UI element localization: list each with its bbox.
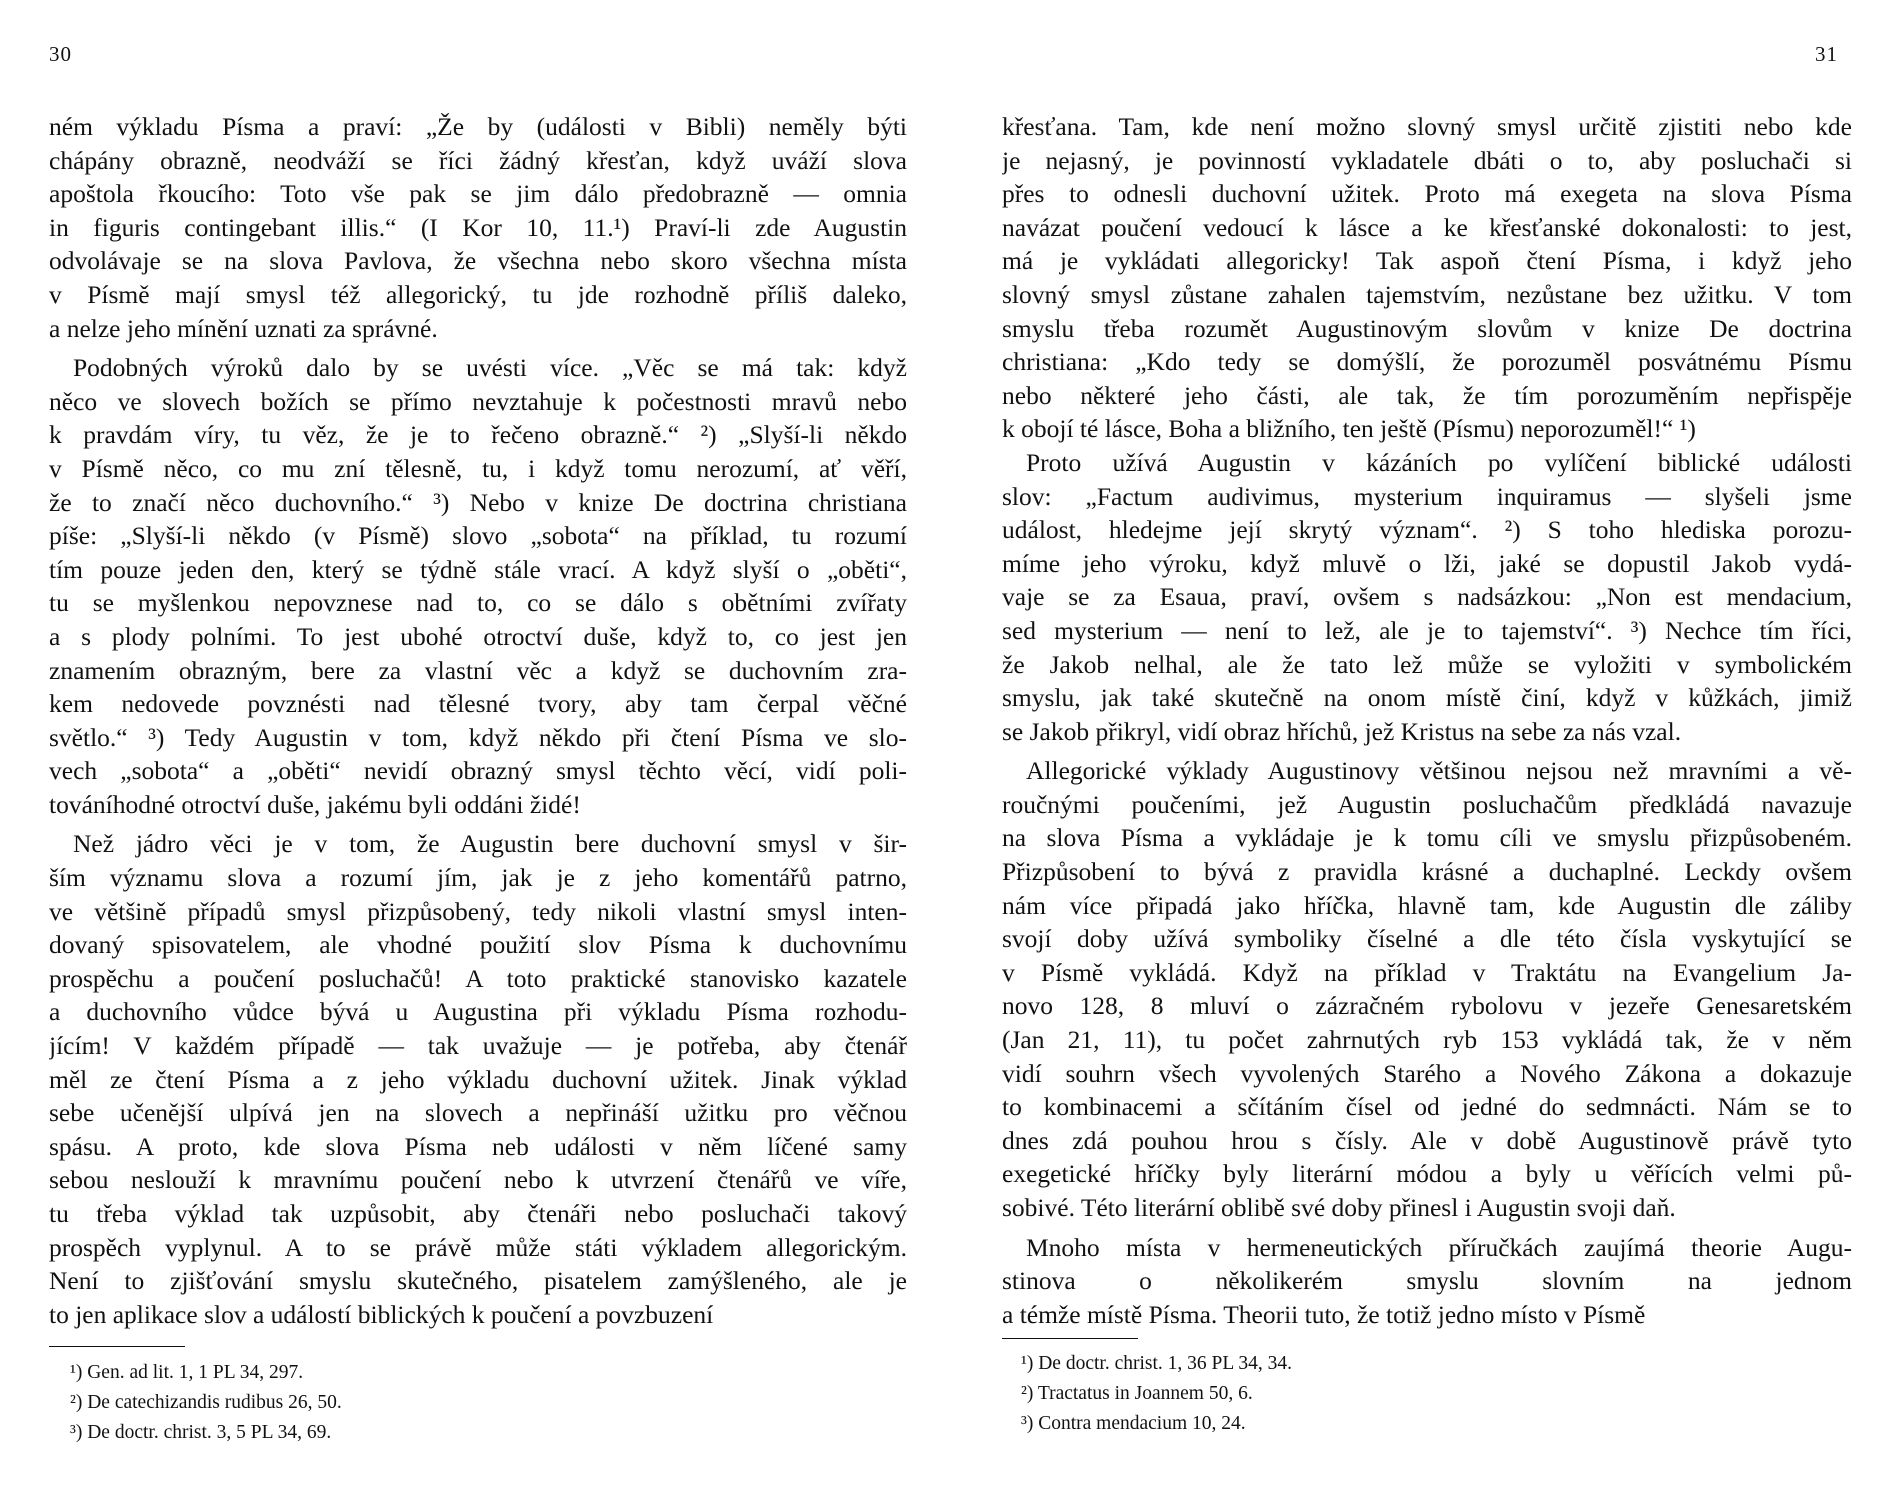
text-line: v Písmě vykládá. Když na příklad v Traktátu na Evangelium Ja-	[1002, 957, 1852, 987]
text-line: Proto užívá Augustin v kázáních po vylíčení biblické události	[1026, 447, 1852, 477]
text-line: exegetické hříčky byly literární módou a byly u věřících velmi pů-	[1002, 1159, 1852, 1189]
text-line: dovaný spisovatelem, ale vhodné použití slov Písma k duchovnímu	[49, 930, 907, 960]
text-line: vidí souhrn všech vyvolených Starého a Nového Zákona a dokazuje	[1002, 1058, 1852, 1088]
text-line: k obojí té lásce, Boha a bližního, ten ještě (Písmu) neporozuměl!“ ¹)	[1002, 414, 1696, 444]
text-line: továníhodné otroctví duše, jakému byli oddáni židé!	[49, 789, 581, 819]
text-line: že Jakob nelhal, ale že tato lež může se vyložiti v symbolickém	[1002, 649, 1852, 679]
text-line: stinova o několikerém smyslu slovním na jednom	[1002, 1266, 1852, 1296]
text-line: nám více připadá jako hříčka, hlavně tam, kde Augustin dle záliby	[1002, 890, 1852, 920]
footnote-rule	[49, 1346, 185, 1347]
text-line: slovný smysl zůstane zahalen tajemstvím, nezůstane bez užitku. V tom	[1002, 279, 1852, 309]
text-line: slov: „Factum audivimus, mysterium inquiramus — slyšeli jsme	[1002, 481, 1852, 511]
text-line: má je vykládati allegoricky! Tak aspoň čtení Písma, i když jeho	[1002, 246, 1852, 276]
footnote: ³) De doctr. christ. 3, 5 PL 34, 69.	[70, 1422, 332, 1443]
footnote: ¹) De doctr. christ. 1, 36 PL 34, 34.	[1021, 1353, 1293, 1374]
text-line: a témže místě Písma. Theorii tuto, že totiž jedno místo v Písmě	[1002, 1299, 1646, 1329]
text-line: Podobných výroků dalo by se uvésti více. „Věc se má tak: když	[73, 353, 907, 383]
text-line: jícím! V každém případě — tak uvažuje — je potřeba, aby čtenář	[49, 1031, 907, 1061]
text-line: píše: „Slyší-li někdo (v Písmě) slovo „sobota“ na příklad, tu rozumí	[49, 521, 907, 551]
text-line: nebo některé jeho části, ale tak, že tím porozuměním nepřispěje	[1002, 380, 1852, 410]
text-line: je nejasný, je povinností vykladatele dbáti o to, aby posluchači si	[1002, 145, 1852, 175]
text-line: a duchovního vůdce bývá u Augustina při výkladu Písma rozhodu-	[49, 997, 907, 1027]
text-line: (Jan 21, 11), tu počet zahrnutých ryb 153 vykládá tak, že v něm	[1002, 1025, 1852, 1055]
footnotes	[1021, 1349, 1292, 1439]
text-line: svojí doby užívá symboliky číselné a dle této čísla vyskytující se	[1002, 924, 1852, 954]
text-line: smyslu, jak také skutečně na onom místě činí, když v kůžkách, jimiž	[1002, 683, 1852, 713]
body-text	[1002, 110, 1852, 1331]
text-line: Přizpůsobení to bývá z pravidla krásné a duchaplné. Leckdy ovšem	[1002, 857, 1852, 887]
footnote: ³) Contra mendacium 10, 24.	[1021, 1413, 1246, 1434]
text-line: chápány obrazně, neodváží se říci žádný křesťan, když uváží slova	[49, 145, 907, 175]
text-line: Není to zjišťování smyslu skutečného, pisatelem zamýšleného, ale je	[49, 1266, 907, 1296]
text-line: že to značí něco duchovního.“ ³) Nebo v knize De doctrina christiana	[49, 487, 907, 517]
text-line: tu se myšlenkou nepovznese nad to, co se dálo s obětními zvířaty	[49, 588, 907, 618]
text-line: smyslu třeba rozumět Augustinovým slovům v knize De doctrina	[1002, 313, 1852, 343]
text-line: na slova Písma a vykládaje je k tomu cíli ve smyslu přizpůsobeném.	[1002, 823, 1852, 853]
text-line: tím pouze jeden den, který se týdně stále vrací. A když slyší o „oběti“,	[49, 554, 907, 584]
text-line: prospěchu a poučení posluchačů! A toto praktické stanovisko kazatele	[49, 963, 907, 993]
text-line: ve většině případů smysl přizpůsobený, tedy nikoli vlastní smysl inten-	[49, 896, 907, 926]
text-line: spásu. A proto, kde slova Písma neb události v něm líčené samy	[49, 1131, 907, 1161]
text-line: událost, hledejme její skrytý význam“. ²) S toho hlediska porozu-	[1002, 515, 1852, 545]
text-line: odvolávaje se na slova Pavlova, že všechna nebo skoro všechna místa	[49, 246, 907, 276]
page-number: 31	[1815, 42, 1838, 66]
text-line: vaje se za Esaua, praví, ovšem s nadsázkou: „Non est mendacium,	[1002, 582, 1852, 612]
page-number: 30	[49, 42, 72, 66]
text-line: světlo.“ ³) Tedy Augustin v tom, když někdo při čtení Písma ve slo-	[49, 722, 907, 752]
footnote-rule	[1002, 1338, 1138, 1339]
text-line: Mnoho místa v hermeneutických příručkách zaujímá theorie Augu-	[1026, 1232, 1852, 1262]
text-line: Allegorické výklady Augustinovy většinou nejsou než mravními a vě-	[1026, 756, 1852, 786]
footnote: ¹) Gen. ad lit. 1, 1 PL 34, 297.	[70, 1362, 304, 1383]
text-line: křesťana. Tam, kde není možno slovný smysl určitě zjistiti nebo kde	[1002, 112, 1852, 141]
text-line: Než jádro věci je v tom, že Augustin bere duchovní smysl v šir-	[73, 829, 907, 859]
text-line: christiana: „Kdo tedy se domýšlí, že porozuměl posvátnému Písmu	[1002, 347, 1852, 377]
text-line: sebe učenější ulpívá jen na slovech a nepřináší užitku pro věčnou	[49, 1098, 907, 1128]
text-line: kem nedovede povznésti nad tělesné tvory, aby tam čerpal věčné	[49, 689, 907, 719]
text-line: v Písmě něco, co mu zní tělesně, tu, i když tomu nerozumí, ať věří,	[49, 453, 907, 483]
text-line: k pravdám víry, tu věz, že je to řečeno obrazně.“ ²) „Slyší-li někdo	[49, 420, 907, 450]
text-line: apoštola řkoucího: Toto vše pak se jim dálo předobrazně — omnia	[49, 179, 907, 209]
text-line: vech „sobota“ a „oběti“ nevidí obrazný smysl těchto věcí, vidí poli-	[49, 756, 907, 786]
body-text	[49, 110, 907, 1331]
right-page	[946, 0, 1892, 1500]
text-line: a s plody polními. To jest ubohé otroctví duše, když to, co jest jen	[49, 621, 907, 651]
text-line: přes to odnesli duchovní užitek. Proto má exegeta na slova Písma	[1002, 179, 1852, 209]
text-line: ším významu slova a rozumí jím, jak je z jeho komentářů patrno,	[49, 863, 907, 893]
footnote: ²) Tractatus in Joannem 50, 6.	[1021, 1383, 1253, 1404]
text-line: novo 128, 8 mluví o zázračném rybolovu v jezeře Genesaretském	[1002, 991, 1852, 1021]
text-line: tu třeba výklad tak uzpůsobit, aby čtenáři nebo posluchači takový	[49, 1199, 907, 1228]
text-line: míme jeho výroku, když mluvě o lži, jaké se dopustil Jakob vydá-	[1002, 548, 1852, 578]
text-line: in figuris contingebant illis.“ (I Kor 10, 11.¹) Praví-li zde Augustin	[49, 212, 907, 242]
text-line: roučnými poučeními, jež Augustin posluchačům předkládá navazuje	[1002, 789, 1852, 819]
text-line: to kombinacemi a sčítáním čísel od jedné do sedmnácti. Nám se to	[1002, 1092, 1852, 1122]
text-line: prospěch vyplynul. A to se právě může státi výkladem allegorickým.	[49, 1232, 907, 1262]
footnote: ²) De catechizandis rudibus 26, 50.	[70, 1392, 342, 1413]
text-line: a nelze jeho mínění uznati za správné.	[49, 313, 438, 343]
text-line: ném výkladu Písma a praví: „Že by (události v Bibli) neměly býti	[49, 112, 907, 141]
text-line: dnes zdá pouhou hrou s čísly. Ale v době Augustinově právě tyto	[1002, 1125, 1852, 1155]
text-line: sebou neslouží k mravnímu poučení nebo k utvrzení čtenářů ve víře,	[49, 1165, 907, 1195]
text-line: sobivé. Této literární oblibě své doby přinesl i Augustin svoji daň.	[1002, 1193, 1676, 1222]
footnotes	[70, 1358, 342, 1448]
text-line: sed mysterium — není to lež, ale je to tajemství“. ³) Nechce tím říci,	[1002, 615, 1852, 645]
text-line: měl ze čtení Písma a z jeho výkladu duchovní užitek. Jinak výklad	[49, 1064, 907, 1094]
text-line: v Písmě mají smysl též allegorický, tu jde rozhodně příliš daleko,	[49, 279, 907, 309]
text-line: to jen aplikace slov a událostí biblických k poučení a povzbuzení	[49, 1299, 714, 1329]
text-line: navázat poučení vedoucí k lásce a ke křesťanské dokonalosti: to jest,	[1002, 212, 1852, 242]
text-line: něco ve slovech božích se přímo nevztahuje k počestnosti mravů nebo	[49, 386, 907, 416]
text-line: se Jakob přikryl, vidí obraz hříchů, jež Kristus na sebe za nás vzal.	[1002, 716, 1682, 746]
text-line: znamením obrazným, bere za vlastní věc a když se duchovním zra-	[49, 655, 907, 685]
